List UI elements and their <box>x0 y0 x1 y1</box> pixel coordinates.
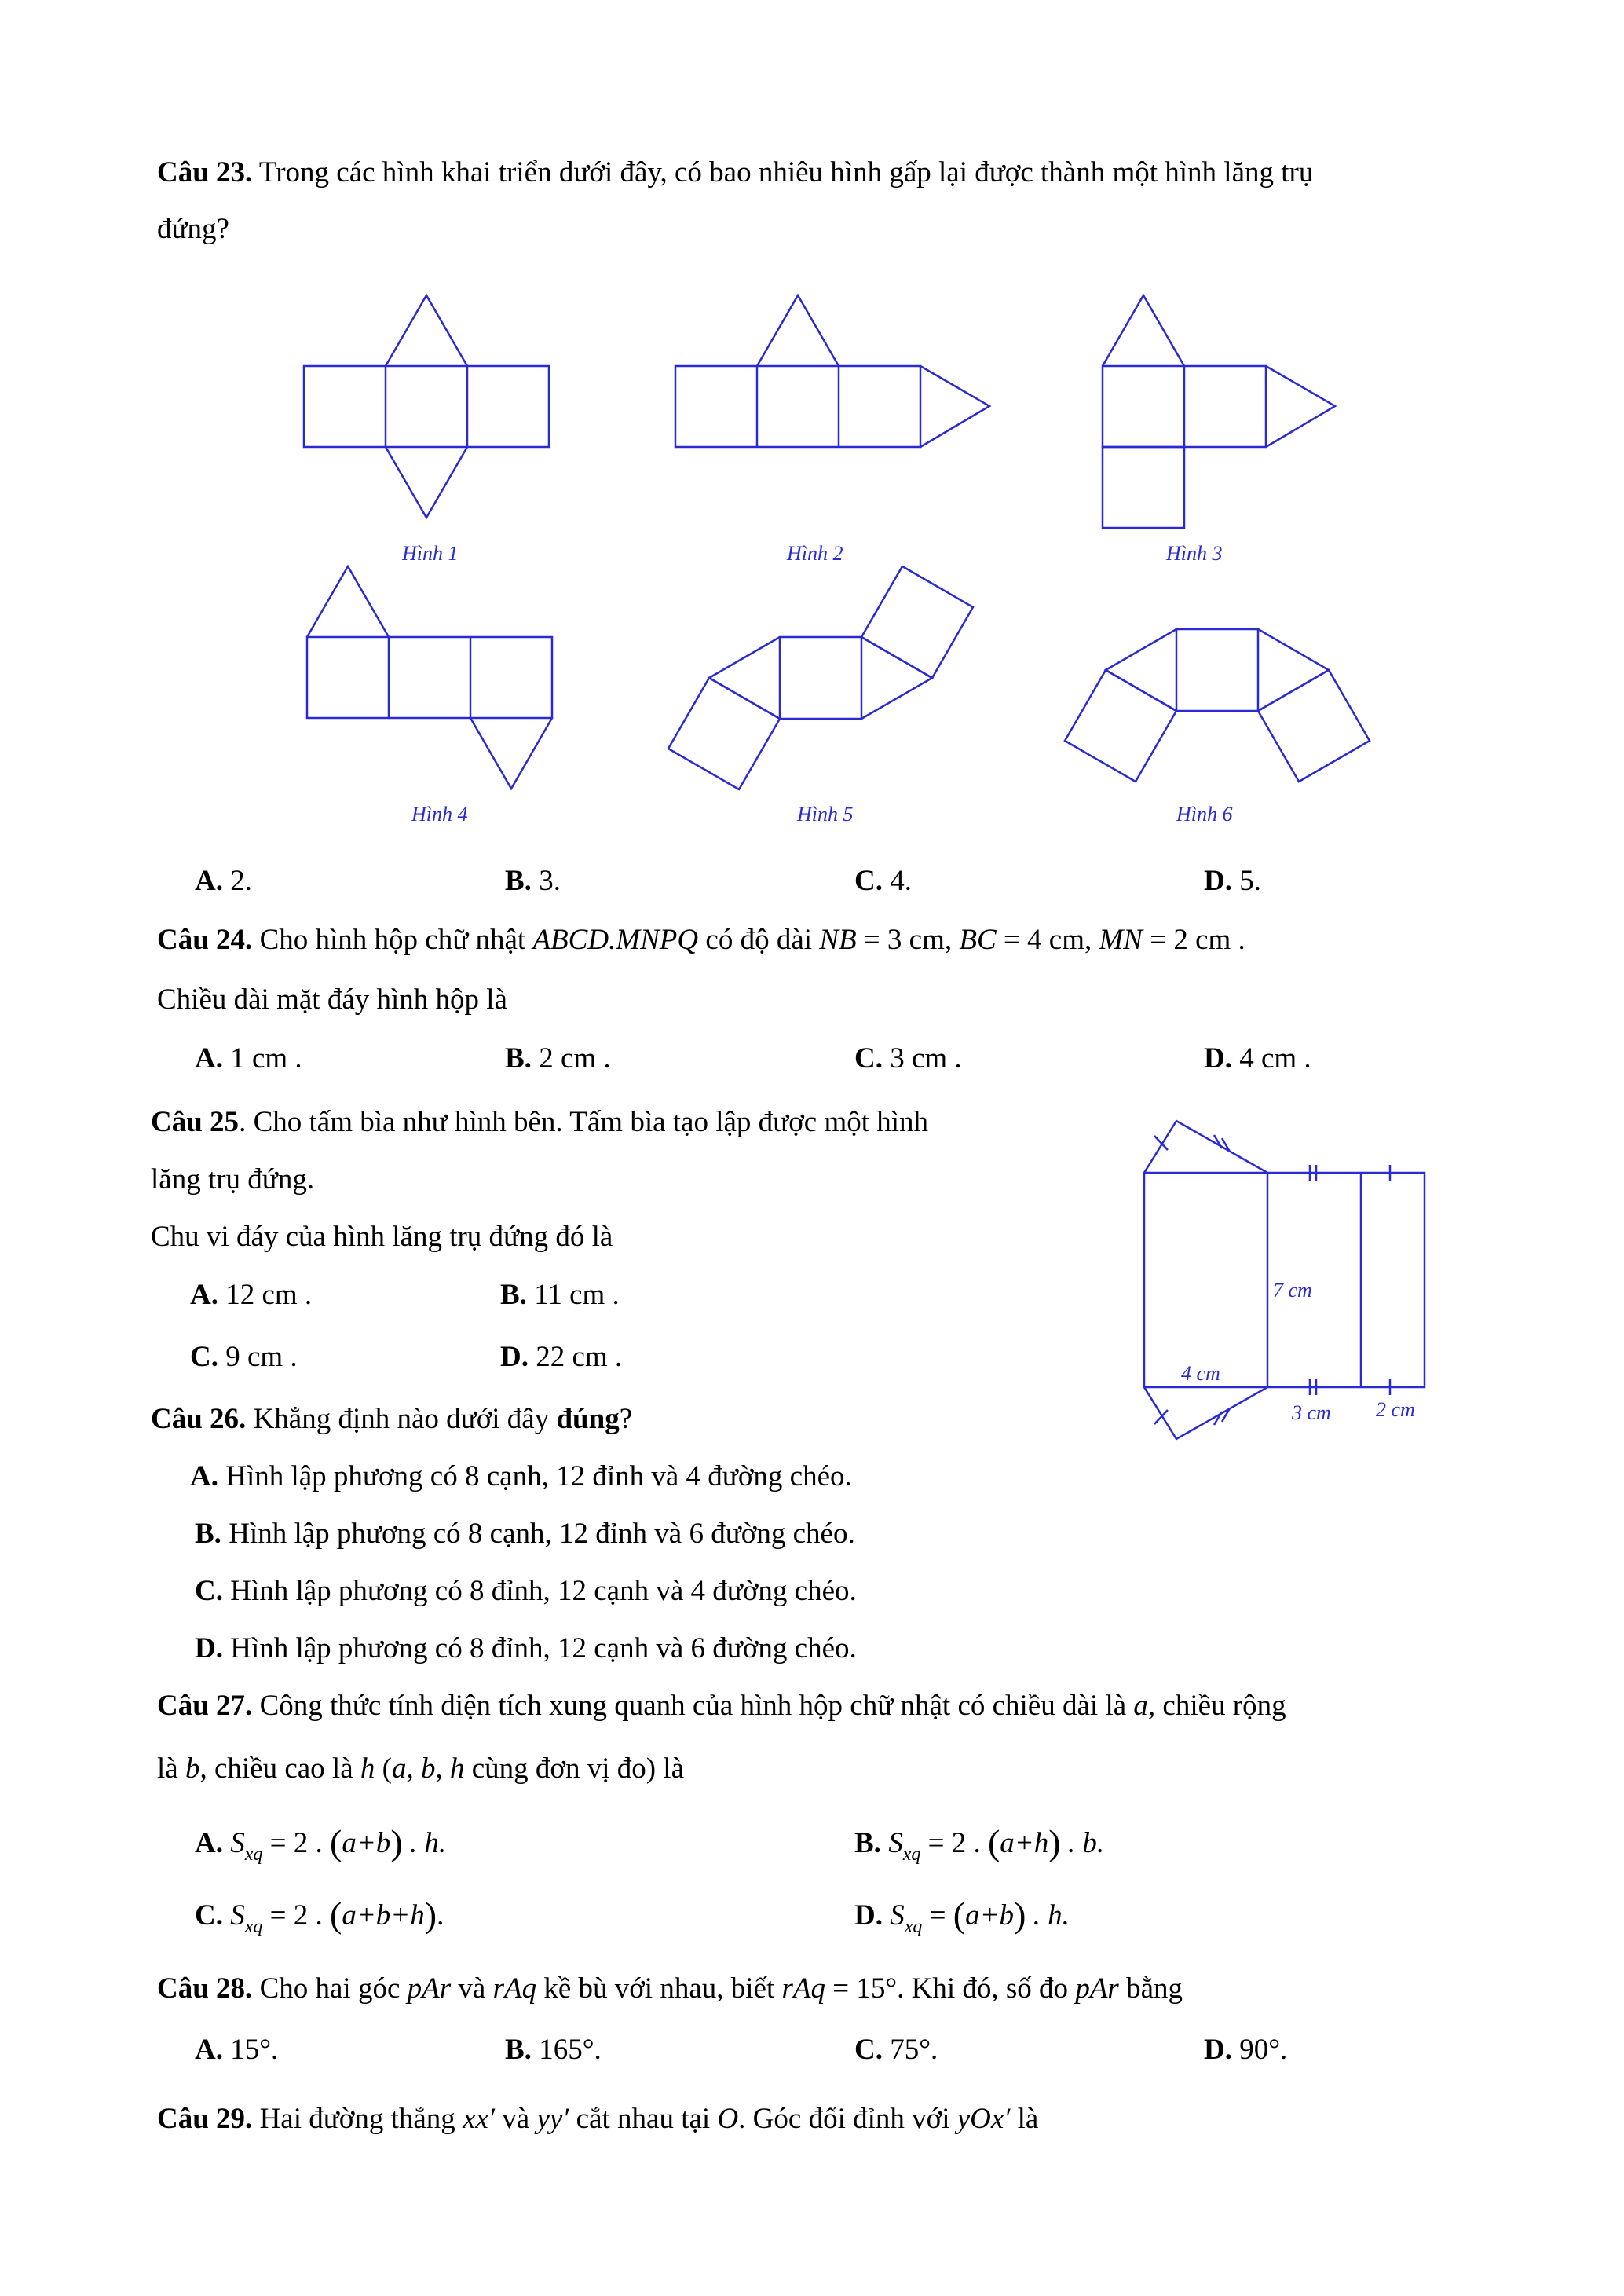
net-figure-1 <box>304 295 549 518</box>
q23-text-1: Trong các hình khai triển dưới đây, có bao nhiêu hình gấp lại được thành một hình lăng trụ <box>252 156 1314 189</box>
q23-option-d: D. 5. <box>1204 865 1261 897</box>
q25-line-1: Câu 25. Cho tấm bìa như hình bên. Tấm bìa tạo lập được một hình <box>151 1106 929 1138</box>
q27-option-c: C. $S_{xq} = 2$ . (a+b+h). <box>195 1895 444 1937</box>
q28-option-b: B. 165°. <box>505 2034 602 2066</box>
figure-caption-3: Hình 3 <box>1166 542 1223 565</box>
q25-label-base: 4 cm <box>1181 1362 1220 1385</box>
net-figure-3 <box>1103 295 1335 528</box>
q27-option-a: A. $S_{xq} = 2$ . (a+b) . h. <box>195 1822 447 1865</box>
q25-label-mid: 3 cm <box>1292 1401 1331 1424</box>
figure-caption-4: Hình 4 <box>411 803 468 826</box>
figure-caption-1: Hình 1 <box>402 542 459 565</box>
q28-option-c: C. 75°. <box>854 2034 938 2066</box>
q25-line-3: Chu vi đáy của hình lăng trụ đứng đó là <box>151 1221 613 1253</box>
q28-option-a: A. 15°. <box>195 2034 279 2066</box>
q29-line-1: Câu 29. Hai đường thẳng xx′ và yy′ cắt nhau tại O. Góc đối đỉnh với yOx′ là <box>157 2103 1039 2135</box>
net-figure-4 <box>307 566 552 789</box>
q26-line-1: Câu 26. Khẳng định nào dưới đây đúng? <box>151 1403 633 1435</box>
q25-option-a: A. 12 cm . <box>190 1279 313 1311</box>
q25-label-right: 2 cm <box>1376 1398 1415 1421</box>
q28-line-1: Câu 28. Cho hai góc pAr và rAq kề bù với nhau, biết rAq = 15°. Khi đó, số đo pAr bằng <box>157 1972 1183 2005</box>
q25-line-2: lăng trụ đứng. <box>151 1163 315 1196</box>
figure-caption-6: Hình 6 <box>1176 803 1233 826</box>
net-figure-6 <box>1065 629 1370 782</box>
q23-option-a: A. 2. <box>195 865 252 897</box>
q25-option-b: B. 11 cm . <box>500 1279 620 1311</box>
q24-option-d: D. 4 cm . <box>1204 1042 1311 1075</box>
q25-option-c: C. 9 cm . <box>190 1341 298 1373</box>
q24-line-1: Câu 24. Cho hình hộp chữ nhật ABCD.MNPQ có độ dài NB = 3 cm, BC = 4 cm, MN = 2 cm . <box>157 924 1245 956</box>
q24-line-2: Chiều dài mặt đáy hình hộp là <box>157 983 507 1016</box>
net-figure-2 <box>675 295 989 447</box>
q27-line-1: Câu 27. Công thức tính diện tích xung quanh của hình hộp chữ nhật có chiều dài là a, chiều rộng <box>157 1690 1286 1722</box>
q25-option-d: D. 22 cm . <box>500 1341 623 1373</box>
net-figure-5 <box>668 566 973 789</box>
q26-option-d: D. Hình lập phương có 8 đỉnh, 12 cạnh và 6 đường chéo. <box>195 1632 857 1664</box>
q28-option-d: D. 90°. <box>1204 2034 1288 2066</box>
q24-option-a: A. 1 cm . <box>195 1042 302 1075</box>
q26-option-c: C. Hình lập phương có 8 đỉnh, 12 cạnh và 4 đường chéo. <box>195 1575 857 1607</box>
q27-line-2: là b, chiều cao là h (a, b, h cùng đơn vị đo) là <box>157 1752 684 1785</box>
q26-option-b: B. Hình lập phương có 8 cạnh, 12 đỉnh và 6 đường chéo. <box>195 1518 855 1550</box>
q23-text-2: đứng? <box>157 213 229 245</box>
q23-option-b: B. 3. <box>505 865 561 897</box>
q23-label: Câu 23. <box>157 156 253 189</box>
q24-option-c: C. 3 cm . <box>854 1042 962 1075</box>
q26-option-a: A. Hình lập phương có 8 cạnh, 12 đỉnh và 4 đường chéo. <box>190 1460 852 1492</box>
figure-caption-5: Hình 5 <box>797 803 854 826</box>
q24-option-b: B. 2 cm . <box>505 1042 611 1075</box>
q23-option-c: C. 4. <box>854 865 912 897</box>
q23-figures <box>0 0 1624 864</box>
q25-label-height: 7 cm <box>1273 1279 1312 1302</box>
q27-option-b: B. $S_{xq} = 2$ . (a+h) . b. <box>854 1822 1105 1865</box>
figure-caption-2: Hình 2 <box>787 542 843 565</box>
q27-option-d: D. $S_{xq} = (a+b)$ . h. <box>854 1895 1070 1937</box>
